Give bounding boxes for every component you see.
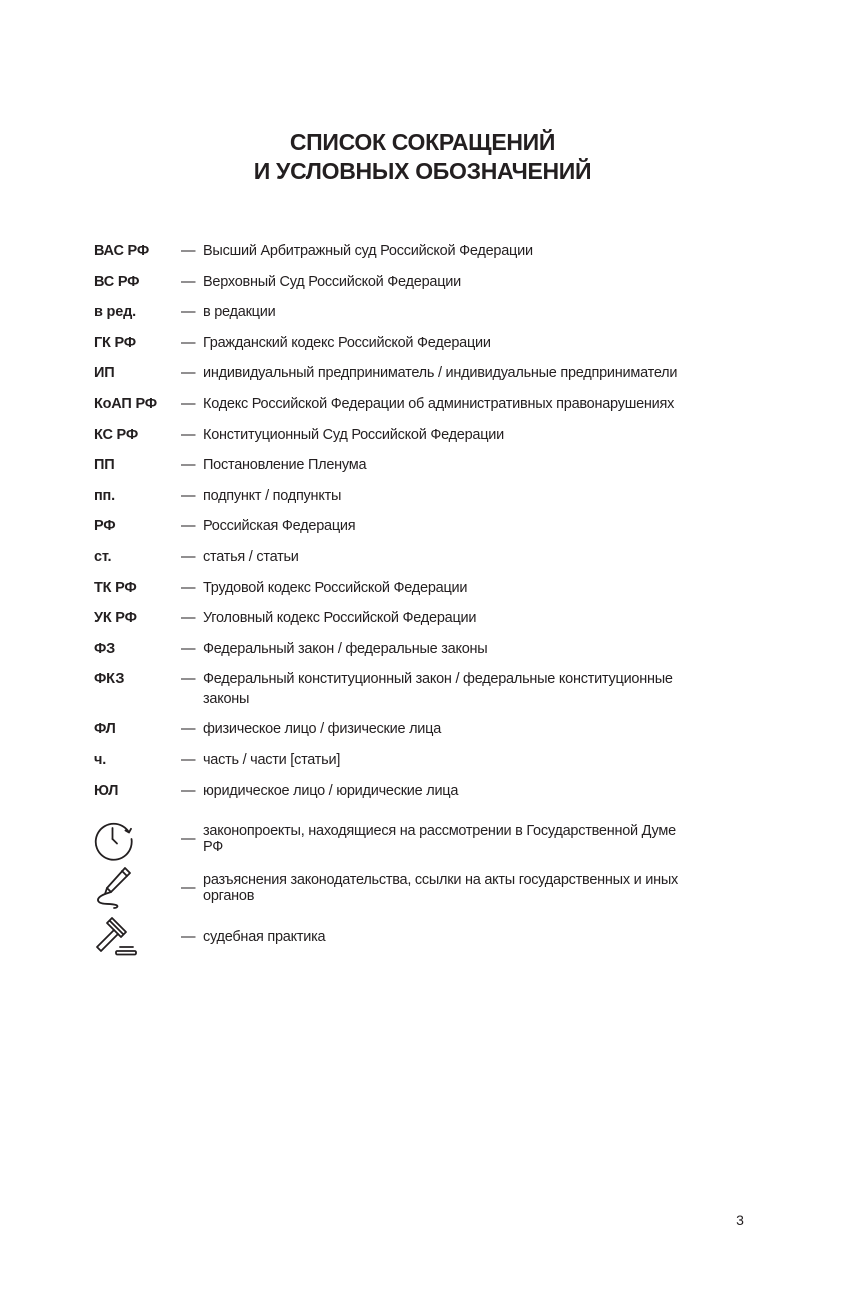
list-item (94, 241, 774, 272)
symbol-definition: разъяснения законодательства, ссылки на акты государственных и иных органов (203, 871, 679, 904)
list-item (94, 333, 774, 364)
dash: — (181, 426, 196, 443)
abbreviation: ПП (94, 457, 115, 474)
dash: — (181, 457, 196, 474)
definition: Уголовный кодекс Российской Федерации (203, 610, 477, 627)
dash: — (181, 395, 196, 412)
definition: Постановление Пленума (203, 457, 367, 474)
dash: — (181, 548, 196, 565)
abbreviation: ТК РФ (94, 579, 137, 596)
dash: — (181, 487, 196, 504)
dash: — (181, 243, 196, 259)
dash: — (181, 273, 196, 290)
list-item (94, 781, 774, 812)
dash: — (181, 782, 196, 799)
definition: Кодекс Российской Федерации об административных правонарушениях (203, 395, 675, 412)
definition: Трудовой кодекс Российской Федерации (203, 579, 468, 596)
definition: индивидуальный предприниматель / индивидуальные предприниматели (203, 365, 678, 382)
list-item (94, 363, 774, 394)
dash: — (181, 640, 196, 657)
abbreviation: ВС РФ (94, 273, 140, 290)
dash: — (181, 518, 196, 535)
definition: физическое лицо / физические лица (203, 721, 442, 738)
abbreviation: ФКЗ (94, 671, 125, 688)
list-item (94, 608, 774, 639)
list-item (94, 486, 774, 517)
abbreviation: КС РФ (94, 426, 139, 443)
dash: — (181, 334, 196, 351)
abbreviation: РФ (94, 518, 116, 535)
abbreviation-list (94, 241, 774, 811)
definition: Федеральный закон / федеральные законы (203, 640, 488, 657)
list-item (94, 639, 774, 670)
dash: — (181, 304, 196, 321)
definition: Конституционный Суд Российской Федерации (203, 426, 504, 443)
gavel-icon (92, 914, 137, 959)
symbol-list (92, 814, 792, 961)
symbol-definition: судебная практика (203, 928, 326, 945)
dash: — (181, 928, 196, 945)
clock-icon (92, 816, 137, 861)
list-item (94, 272, 774, 303)
symbol-item (92, 863, 792, 912)
dash: — (181, 751, 196, 768)
abbreviation: ст. (94, 548, 112, 565)
definition: Российская Федерация (203, 518, 356, 535)
dash: — (181, 879, 196, 896)
dash: — (181, 610, 196, 627)
dash: — (181, 830, 196, 847)
page-title-line-2: И УСЛОВНЫХ ОБОЗНАЧЕНИЙ (253, 158, 592, 184)
list-item (94, 425, 774, 456)
definition: Высший Арбитражный суд Российской Федерации (203, 243, 533, 259)
list-item (94, 394, 774, 425)
abbreviation: ГК РФ (94, 334, 136, 351)
symbol-definition: законопроекты, находящиеся на рассмотрении в Государственной Думе РФ (203, 822, 676, 855)
symbol-item (92, 912, 792, 961)
definition: Федеральный конституционный закон / федеральные конституционные законы (203, 671, 673, 708)
list-item (94, 516, 774, 547)
list-item (94, 455, 774, 486)
abbreviation: ФЛ (94, 721, 116, 738)
definition: Верховный Суд Российской Федерации (203, 273, 461, 290)
definition: в редакции (203, 304, 276, 321)
abbreviation: КоАП РФ (94, 395, 157, 412)
dash: — (181, 579, 196, 596)
dash: — (181, 365, 196, 382)
symbol-item (92, 814, 792, 863)
definition: часть / части [статьи] (203, 751, 341, 768)
list-item (94, 578, 774, 609)
definition: подпункт / подпункты (203, 487, 342, 504)
definition: статья / статьи (203, 548, 299, 565)
list-item (94, 669, 774, 719)
definition: юридическое лицо / юридические лица (203, 782, 459, 799)
abbreviation: в ред. (94, 304, 136, 321)
abbreviation: ч. (94, 751, 107, 768)
list-item (94, 302, 774, 333)
abbreviation: пп. (94, 487, 115, 504)
abbreviation: ВАС РФ (94, 243, 150, 259)
abbreviation: УК РФ (94, 610, 137, 627)
definition: Гражданский кодекс Российской Федерации (203, 334, 491, 351)
page-number: 3 (736, 1212, 744, 1228)
abbreviation: ЮЛ (94, 782, 119, 799)
dash: — (181, 721, 196, 738)
list-item (94, 547, 774, 578)
page-title-line-1: СПИСОК СОКРАЩЕНИЙ (289, 129, 556, 155)
abbreviation: ФЗ (94, 640, 116, 657)
pencil-icon (92, 865, 137, 910)
list-item (94, 719, 774, 750)
abbreviation: ИП (94, 365, 115, 382)
page-title (0, 128, 845, 186)
dash: — (181, 671, 196, 688)
list-item (94, 750, 774, 781)
